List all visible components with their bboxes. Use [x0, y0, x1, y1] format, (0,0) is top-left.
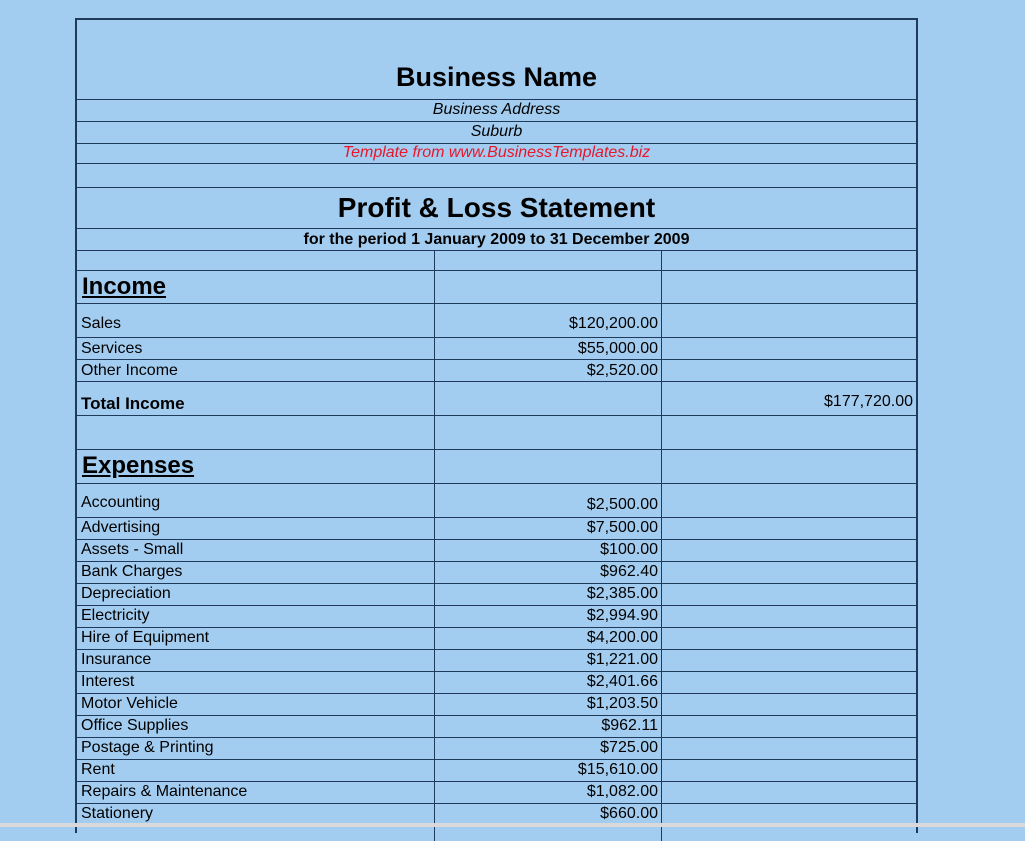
expense-amount: $4,200.00: [586, 629, 658, 646]
column-divider: [661, 251, 662, 841]
blank-row[interactable]: [77, 164, 916, 188]
expense-label: Electricity: [81, 607, 150, 624]
column-divider: [434, 251, 435, 841]
total-income-amount: $177,720.00: [824, 393, 913, 410]
business-address: Business Address: [432, 101, 561, 118]
business-address-row[interactable]: [77, 100, 916, 122]
expense-label: Accounting: [81, 494, 161, 511]
table-row[interactable]: [77, 738, 916, 760]
table-row[interactable]: [77, 694, 916, 716]
table-row[interactable]: [77, 584, 916, 606]
statement-title-row[interactable]: [77, 188, 916, 229]
total-income-row[interactable]: [77, 382, 916, 416]
table-row[interactable]: [77, 716, 916, 738]
expense-label: Interest: [81, 673, 135, 690]
expense-label: Stationery: [81, 805, 154, 822]
suburb-row[interactable]: [77, 122, 916, 144]
business-name: Business Name: [395, 62, 598, 92]
expense-label: Depreciation: [81, 585, 171, 602]
income-heading: Income: [82, 273, 167, 300]
expense-label: Postage & Printing: [81, 739, 214, 756]
income-label: Other Income: [81, 362, 178, 379]
expense-amount: $2,385.00: [586, 585, 658, 602]
expense-amount: $660.00: [600, 805, 658, 822]
expense-amount: $2,994.90: [586, 607, 658, 624]
table-row[interactable]: [77, 606, 916, 628]
expense-amount: $100.00: [600, 541, 658, 558]
table-row[interactable]: [77, 304, 916, 338]
table-row[interactable]: [77, 782, 916, 804]
table-row[interactable]: [77, 518, 916, 540]
income-heading-row[interactable]: [77, 271, 916, 304]
table-row[interactable]: [77, 338, 916, 360]
spreadsheet-sheet: [75, 18, 918, 833]
expense-amount: $7,500.00: [586, 519, 658, 536]
expenses-heading: Expenses: [82, 452, 195, 479]
income-amount: $2,520.00: [586, 362, 658, 379]
expense-amount: $1,221.00: [586, 651, 658, 668]
table-row[interactable]: [77, 484, 916, 518]
expense-label: Motor Vehicle: [81, 695, 178, 712]
table-row[interactable]: [77, 650, 916, 672]
expense-amount: $15,610.00: [577, 761, 658, 778]
expense-amount: $962.11: [601, 717, 658, 734]
expense-amount: $1,203.50: [586, 695, 658, 712]
expense-label: Advertising: [81, 519, 161, 536]
suburb: Suburb: [470, 123, 523, 140]
income-label: Services: [81, 340, 143, 357]
expense-label: Office Supplies: [81, 717, 189, 734]
income-amount: $55,000.00: [577, 340, 658, 357]
table-row[interactable]: [77, 540, 916, 562]
expense-label: Assets - Small: [81, 541, 184, 558]
period-row[interactable]: [77, 229, 916, 251]
expense-amount: $1,082.00: [586, 783, 658, 800]
income-label: Sales: [81, 315, 122, 332]
expense-amount: $962.40: [600, 563, 658, 580]
expense-amount: $2,500.00: [586, 496, 658, 513]
total-income-label: Total Income: [81, 394, 185, 413]
expense-label: Insurance: [81, 651, 152, 668]
statement-title: Profit & Loss Statement: [337, 192, 656, 223]
table-row[interactable]: [77, 672, 916, 694]
period-text: for the period 1 January 2009 to 31 December 2009: [303, 231, 690, 248]
expense-label: Repairs & Maintenance: [81, 783, 248, 800]
blank-row[interactable]: [77, 416, 916, 450]
expense-label: Hire of Equipment: [81, 629, 210, 646]
blank-row[interactable]: [77, 251, 916, 271]
table-row[interactable]: [77, 360, 916, 382]
expense-label: Rent: [81, 761, 115, 778]
table-row[interactable]: [77, 760, 916, 782]
income-amount: $120,200.00: [569, 315, 658, 332]
expenses-heading-row[interactable]: [77, 450, 916, 484]
expense-label: Bank Charges: [81, 563, 183, 580]
table-row[interactable]: [77, 562, 916, 584]
business-name-row[interactable]: [77, 20, 916, 100]
template-note[interactable]: Template from www.BusinessTemplates.biz: [342, 144, 651, 161]
expense-amount: $2,401.66: [586, 673, 658, 690]
horizontal-scrollbar[interactable]: [0, 823, 1025, 827]
expense-amount: $725.00: [600, 739, 658, 756]
table-row[interactable]: [77, 628, 916, 650]
template-note-row[interactable]: [77, 144, 916, 164]
